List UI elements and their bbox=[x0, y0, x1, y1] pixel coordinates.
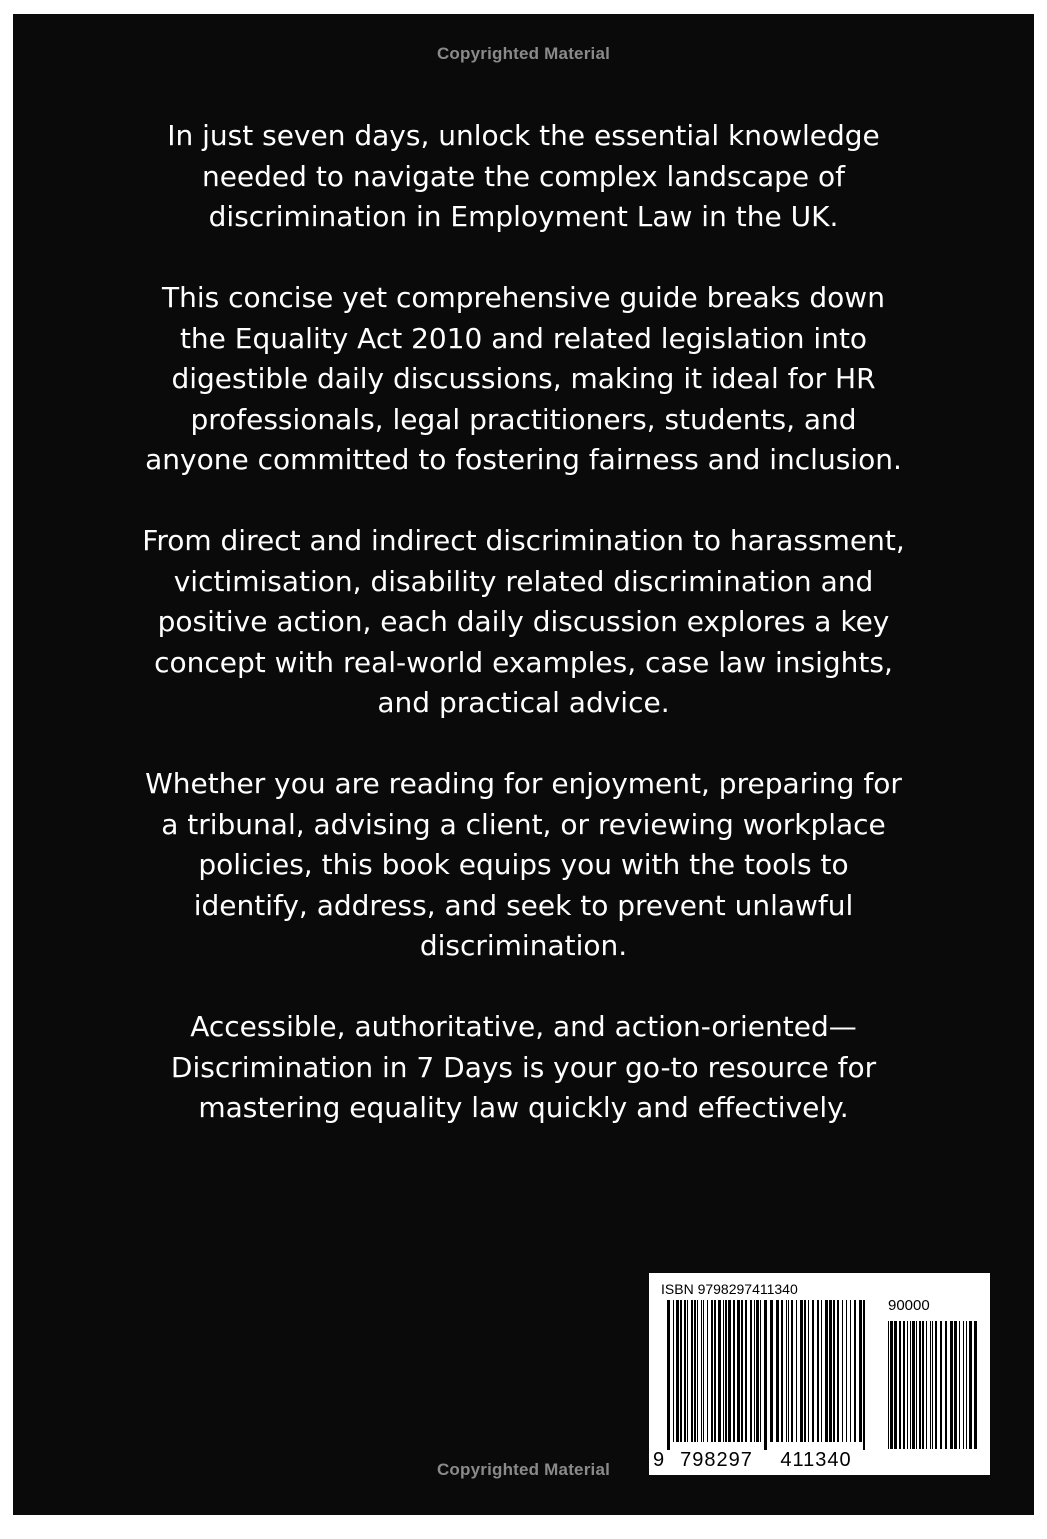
barcode-bar bbox=[781, 1300, 783, 1442]
watermark-top: Copyrighted Material bbox=[436, 44, 611, 63]
watermark-bottom: Copyrighted Material bbox=[436, 1460, 611, 1479]
barcode-bar bbox=[926, 1321, 927, 1449]
barcode-bar bbox=[812, 1300, 814, 1442]
barcode-bar bbox=[833, 1300, 835, 1442]
barcode-bar bbox=[756, 1300, 759, 1442]
barcode-box bbox=[649, 1273, 990, 1475]
barcode-bar bbox=[825, 1300, 828, 1442]
barcode-bar bbox=[714, 1300, 716, 1442]
barcode-bar bbox=[850, 1300, 851, 1442]
cover-blurb bbox=[53, 116, 994, 1169]
barcode-bar bbox=[684, 1300, 686, 1442]
barcode-bar bbox=[912, 1321, 915, 1449]
barcode-bar bbox=[718, 1300, 721, 1442]
barcode-bar bbox=[725, 1300, 727, 1442]
barcode-bar bbox=[723, 1300, 724, 1442]
barcode-bar bbox=[935, 1321, 937, 1449]
barcode-bar bbox=[750, 1300, 752, 1442]
barcode-bar bbox=[950, 1321, 953, 1449]
barcode-bar bbox=[770, 1300, 773, 1442]
barcode-bar bbox=[854, 1300, 856, 1442]
addon-barcode-bars bbox=[888, 1321, 980, 1449]
ean-first-digit: 9 bbox=[653, 1449, 665, 1471]
barcode-bar bbox=[697, 1300, 698, 1442]
barcode-bar bbox=[907, 1321, 908, 1449]
barcode-bar bbox=[680, 1300, 682, 1442]
barcode-bar bbox=[676, 1300, 679, 1442]
barcode-bar bbox=[728, 1300, 731, 1442]
blurb-paragraph-5: Accessible, authoritative, and action-oriented— Discrimination in 7 Days is your go-to resource for mastering equality law quickly and effectively. bbox=[170, 1010, 877, 1124]
barcode-bar bbox=[691, 1300, 693, 1442]
barcode-bar bbox=[846, 1300, 847, 1442]
barcode-bar bbox=[974, 1321, 977, 1449]
barcode-bar bbox=[788, 1300, 789, 1442]
barcode-bar bbox=[687, 1300, 688, 1442]
barcode-bar bbox=[760, 1300, 761, 1442]
barcode-bar bbox=[842, 1300, 843, 1442]
barcode-bar bbox=[919, 1321, 921, 1449]
barcode-bar bbox=[796, 1300, 797, 1442]
ean-right-group: 411340 bbox=[780, 1449, 852, 1471]
barcode-bar bbox=[737, 1300, 740, 1442]
barcode-bar bbox=[916, 1321, 917, 1449]
addon-price-code: 90000 bbox=[888, 1297, 930, 1314]
barcode-bar bbox=[899, 1321, 901, 1449]
ean-left-group: 798297 bbox=[680, 1449, 753, 1471]
barcode-bar bbox=[863, 1300, 865, 1450]
barcode-bar bbox=[817, 1300, 819, 1442]
barcode-bar bbox=[791, 1300, 793, 1442]
blurb-paragraph-1: In just seven days, unlock the essential knowledge needed to navigate the complex landscape of discrimination in Employment Law in the UK. bbox=[167, 119, 880, 233]
barcode-bar bbox=[888, 1321, 889, 1449]
barcode-bar bbox=[932, 1321, 933, 1449]
barcode-bar bbox=[808, 1300, 809, 1442]
barcode-bar bbox=[821, 1300, 822, 1442]
barcode-bar bbox=[741, 1300, 743, 1442]
barcode-bar bbox=[945, 1321, 947, 1449]
barcode-bar bbox=[922, 1321, 924, 1449]
barcode-bar bbox=[910, 1321, 911, 1449]
barcode-bar bbox=[954, 1321, 957, 1449]
barcode-bar bbox=[804, 1300, 806, 1442]
barcode-bar bbox=[859, 1300, 862, 1442]
barcode-bar bbox=[711, 1300, 713, 1442]
barcode-bar bbox=[745, 1300, 747, 1442]
barcode-bar bbox=[837, 1300, 839, 1442]
barcode-bar bbox=[694, 1300, 696, 1442]
barcode-bar bbox=[966, 1321, 967, 1449]
barcode-bar bbox=[754, 1300, 755, 1442]
barcode-bar bbox=[829, 1300, 832, 1442]
blurb-paragraph-2: This concise yet comprehensive guide breaks down the Equality Act 2010 and related legislation into digestible daily discussions, making it ideal for HR professionals, legal practitioners, students, and anyone committed to fostering fairness and inclusion. bbox=[145, 281, 902, 476]
barcode-bar bbox=[969, 1321, 972, 1449]
blurb-paragraph-3: From direct and indirect discrimination to harassment, victimisation, disability related discrimination and positive action, each daily discussion explores a key concept with real-world examples, case law insights, and practical advice. bbox=[142, 524, 905, 719]
isbn-label: ISBN 9798297411340 bbox=[661, 1281, 798, 1297]
ean-barcode-bars bbox=[667, 1300, 867, 1450]
barcode-bar bbox=[903, 1321, 905, 1449]
barcode-bar bbox=[707, 1300, 708, 1442]
barcode-bar bbox=[764, 1300, 767, 1450]
barcode-bar bbox=[776, 1300, 779, 1442]
barcode-bar bbox=[701, 1300, 702, 1442]
barcode-bar bbox=[959, 1321, 960, 1449]
barcode-bar bbox=[800, 1300, 803, 1442]
barcode-bar bbox=[963, 1321, 964, 1449]
barcode-bar bbox=[786, 1300, 787, 1442]
barcode-bar bbox=[733, 1300, 735, 1442]
blurb-paragraph-4: Whether you are reading for enjoyment, preparing for a tribunal, advising a client, or reviewing workplace policies, this book equips you with the tools to identify, address, and seek to prevent unlawful discrimination. bbox=[145, 767, 902, 962]
back-cover bbox=[13, 14, 1034, 1515]
barcode-bar bbox=[890, 1321, 893, 1449]
barcode-bar bbox=[667, 1300, 670, 1450]
barcode-bar bbox=[673, 1300, 674, 1442]
barcode-bar bbox=[930, 1321, 931, 1449]
barcode-bar bbox=[703, 1300, 704, 1442]
barcode-bar bbox=[940, 1321, 942, 1449]
barcode-bar bbox=[894, 1321, 897, 1449]
